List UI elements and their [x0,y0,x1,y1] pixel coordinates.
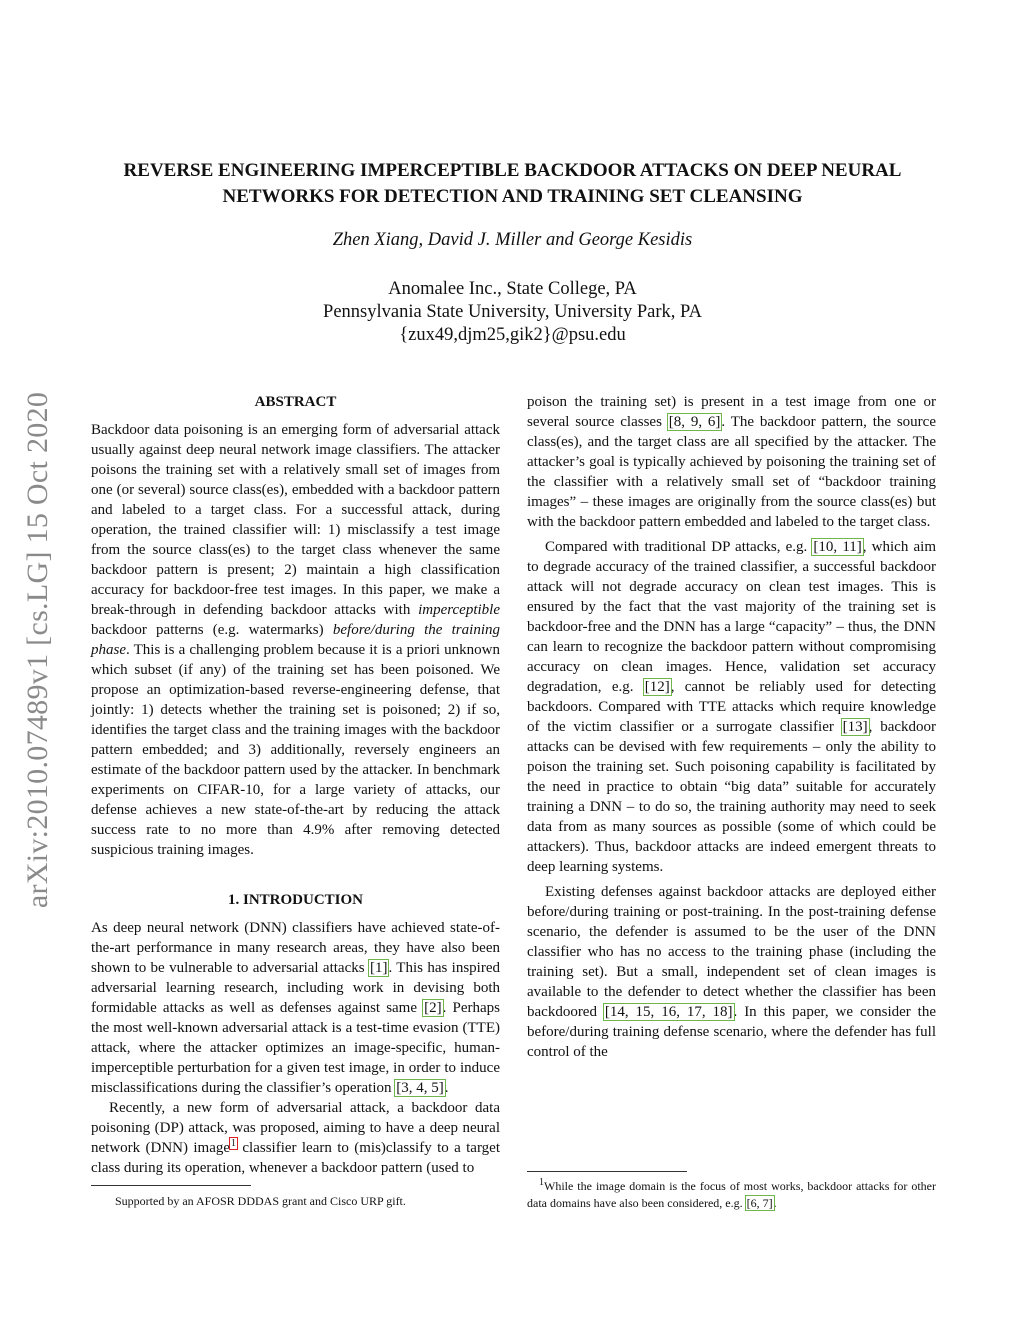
affiliation-company: Anomalee Inc., State College, PA [388,279,637,299]
abstract-text: Backdoor data poisoning is an emerging form of adversarial attack usually against deep neural network image classifiers. The attacker poisons the training set with a relatively small set of images from one (or several) source class(es), embedded with a backdoor pattern and labeled to a target class. For a successful attack, during operation, the trained classifier will: 1) misclassify a test image from the source class(es) to the target class whenever the same backdoor pattern is present; 2) maintain a high classification accuracy for backdoor-free test images. In this paper, we make a break-through in defending backdoor attacks with imperceptible backdoor patterns (e.g. watermarks) before/during the training phase. This is a challenging problem because it is a priori unknown which subset (if any) of the training set has been poisoned. We propose an optimization-based reverse-engineering defense, that jointly: 1) detects whether the training set is poisoned; 2) if so, identifies the target class and the training images with the backdoor pattern embedded; and 3) additionally, reversely engineers an estimate of the backdoor pattern used by the attacker. In benchmark experiments on CIFAR-10, for a large variety of attacks, our defense achieves a new state-of-the-art by reducing the attack success rate to no more than 4.9% after removing detected suspicious training images. [91,422,500,858]
citation-link[interactable]: [10, 11] [813,539,862,555]
author-list: Zhen Xiang, David J. Miller and George Kesidis [332,230,693,250]
intro-paragraph-2-continued: poison the training set) is present in a test image from one or several source classes [8, 9, 6]. The backdoor pattern, the source class(es), and the target class are all specified by the attacker. The attacker’s goal is typically achieved by poisoning the training set of the classifier with a relatively small set of “backdoor training images” – these images are originally from the source class(es) but with the backdoor pattern embedded and labeled to the target class. [527,394,936,530]
abstract-heading: ABSTRACT [254,394,337,410]
author-emails: {zux49,djm25,gik2}@psu.edu [399,325,626,345]
citation-link[interactable]: [3, 4, 5] [396,1080,444,1096]
footnote-marker[interactable]: 1 [231,1138,237,1149]
left-column [91,392,500,1178]
paper-title [90,158,935,210]
citation-link[interactable]: [14, 15, 16, 17, 18] [604,1004,733,1020]
right-column [527,392,936,1062]
footnote-divider [91,1185,251,1186]
intro-paragraph-4: Existing defenses against backdoor attacks are deployed either before/during training or post-training. In the post-training defense scenario, the defender is assumed to be the user of the DNN classifier who has no access to the training phase (including the training set). But a small, independent set of clean images is available to the defender to detect whether the classifier has been backdoored [14, 15, 16, 17, 18]. In this paper, we consider the before/during training defense scenario, where the defender has full control of the [527,884,937,1060]
arxiv-identifier: arXiv:2010.07489v1 [cs.LG] 15 Oct 2020 [21,391,55,909]
citation-link[interactable]: [8, 9, 6] [668,414,721,430]
citation-link[interactable]: [13] [842,719,868,735]
citation-link[interactable]: [2] [424,1000,442,1016]
affiliation-block [90,278,935,347]
emphasis-imperceptible: imperceptible [418,602,500,618]
citation-link[interactable]: [1] [369,960,388,976]
affiliation-university: Pennsylvania State University, University Park, PA [323,302,702,322]
introduction-heading: 1. INTRODUCTION [227,892,363,908]
citation-link[interactable]: [12] [644,679,670,695]
intro-paragraph-3: Compared with traditional DP attacks, e.g. [10, 11], which aim to degrade accuracy of the trained classifier, a successful backdoor attack will not degrade accuracy on clean test images. This is ensured by the fact that the vast majority of the training set is backdoor-free and the DNN has a large “capacity” – thus, the DNN can learn to recognize the backdoor pattern without compromising accuracy on clean images. Hence, validation set accuracy degradation, e.g. [12], cannot be reliably used for detecting backdoors. Compared with TTE attacks which require knowledge of the victim classifier or a surrogate classifier [13], backdoor attacks can be devised with few requirements – only the ability to poison the training set. Such poisoning capability is facilitated by the need in practice to obtain “big data” suitable for accurately training a DNN – to do so, the training authority may need to seek data from as many sources as possible (some of which could be attackers). Thus, backdoor attacks are indeed emergent threats to deep learning systems. [527,539,936,875]
title-line-2: NETWORKS FOR DETECTION AND TRAINING SET CLEANSING [222,186,803,207]
title-line-1: REVERSE ENGINEERING IMPERCEPTIBLE BACKDOOR ATTACKS ON DEEP NEURAL [123,160,902,181]
intro-paragraph-1: As deep neural network (DNN) classifiers have achieved state-of-the-art performance in many research areas, they have also been shown to be vulnerable to adversarial attacks [1]. This has inspired adversarial learning research, including work in devising both formidable attacks as well as defenses against same [2]. Perhaps the most well-known adversarial attack is a test-time evasion (TTE) attack, where the attacker optimizes an image-specific, human-imperceptible perturbation for a given test image, in order to induce misclassifications during the classifier’s operation [3, 4, 5]. [91,920,501,1096]
footnote-number: 1 [539,1177,544,1188]
arxiv-stamp [8,355,68,945]
intro-paragraph-2: Recently, a new form of adversarial attack, a backdoor data poisoning (DP) attack, was proposed, aiming to have a deep neural network (DNN) image$^1$ classifier learn to (mis)classify to a target class during its operation, whenever a backdoor pattern (used to [91,1100,500,1176]
funding-footnote: Supported by an AFOSR DDDAS grant and Cisco URP gift. [115,1194,406,1208]
emphasis-training-phase: before/during the training phase [91,622,500,658]
footnote-1: $^1$While the image domain is the focus of most works, backdoor attacks for other data domains have also been considered, e.g. [6, 7]. [527,1177,936,1210]
citation-link[interactable]: [6, 7] [746,1196,773,1210]
footnote-divider [527,1171,687,1172]
